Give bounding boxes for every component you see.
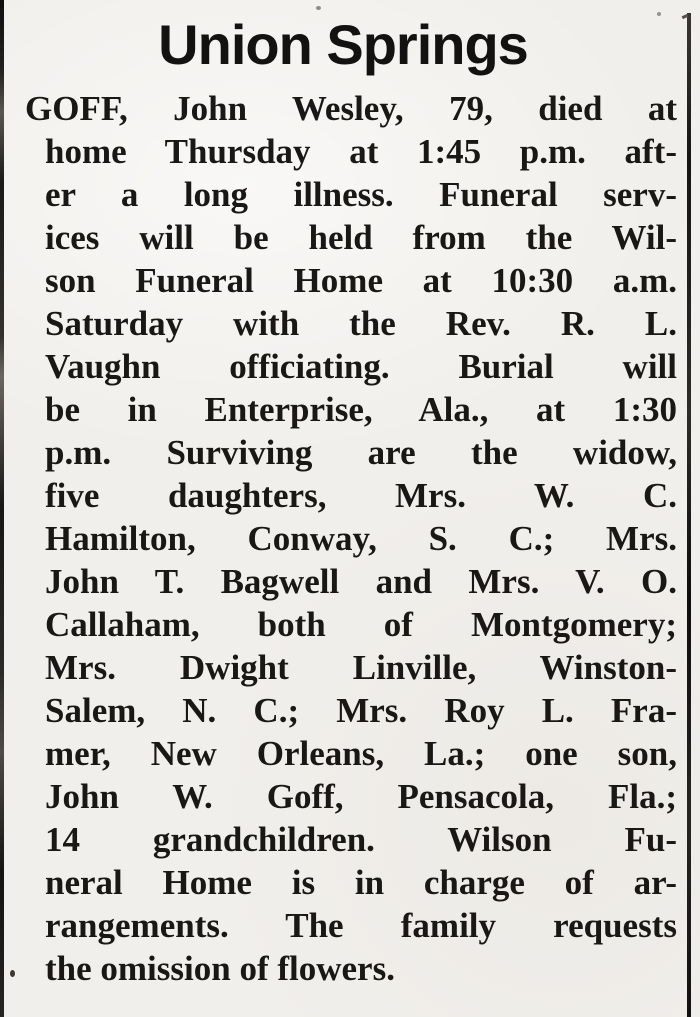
article-line: p.m. Surviving are the widow, [45,433,677,472]
article-line: Callaham, both of Montgomery; [45,605,677,644]
section-heading: Union Springs [158,13,528,76]
article-line: mer, New Orleans, La.; one son, [45,734,677,773]
ink-speck [657,12,661,16]
article-line: GOFF, John Wesley, 79, died at [25,89,677,128]
column-rule-right [687,13,691,1017]
article-line: the omission of flowers. [45,949,395,988]
article-line: be in Enterprise, Ala., at 1:30 [45,390,677,429]
article-line: home Thursday at 1:45 p.m. aft- [45,132,677,171]
article-line: ices will be held from the Wil- [45,218,677,257]
article-line: Mrs. Dwight Linville, Winston- [45,648,677,687]
article-line: er a long illness. Funeral serv- [45,175,677,214]
obituary-text [25,87,677,990]
article-line: Saturday with the Rev. R. L. [45,304,677,343]
article-line: John T. Bagwell and Mrs. V. O. [45,562,677,601]
article-line: John W. Goff, Pensacola, Fla.; [45,777,677,816]
article-line: rangements. The family requests [45,906,677,945]
ink-speck [10,970,15,977]
article-line: Vaughn officiating. Burial will [45,347,677,386]
article-line: son Funeral Home at 10:30 a.m. [45,261,677,300]
ink-speck [316,6,321,10]
article-line: neral Home is in charge of ar- [45,863,677,902]
article-line: Hamilton, Conway, S. C.; Mrs. [45,519,677,558]
column-rule-left [0,0,4,1017]
article-line: Salem, N. C.; Mrs. Roy L. Fra- [45,691,677,730]
article-line: 14 grandchildren. Wilson Fu- [45,820,677,859]
article-line: five daughters, Mrs. W. C. [45,476,677,515]
